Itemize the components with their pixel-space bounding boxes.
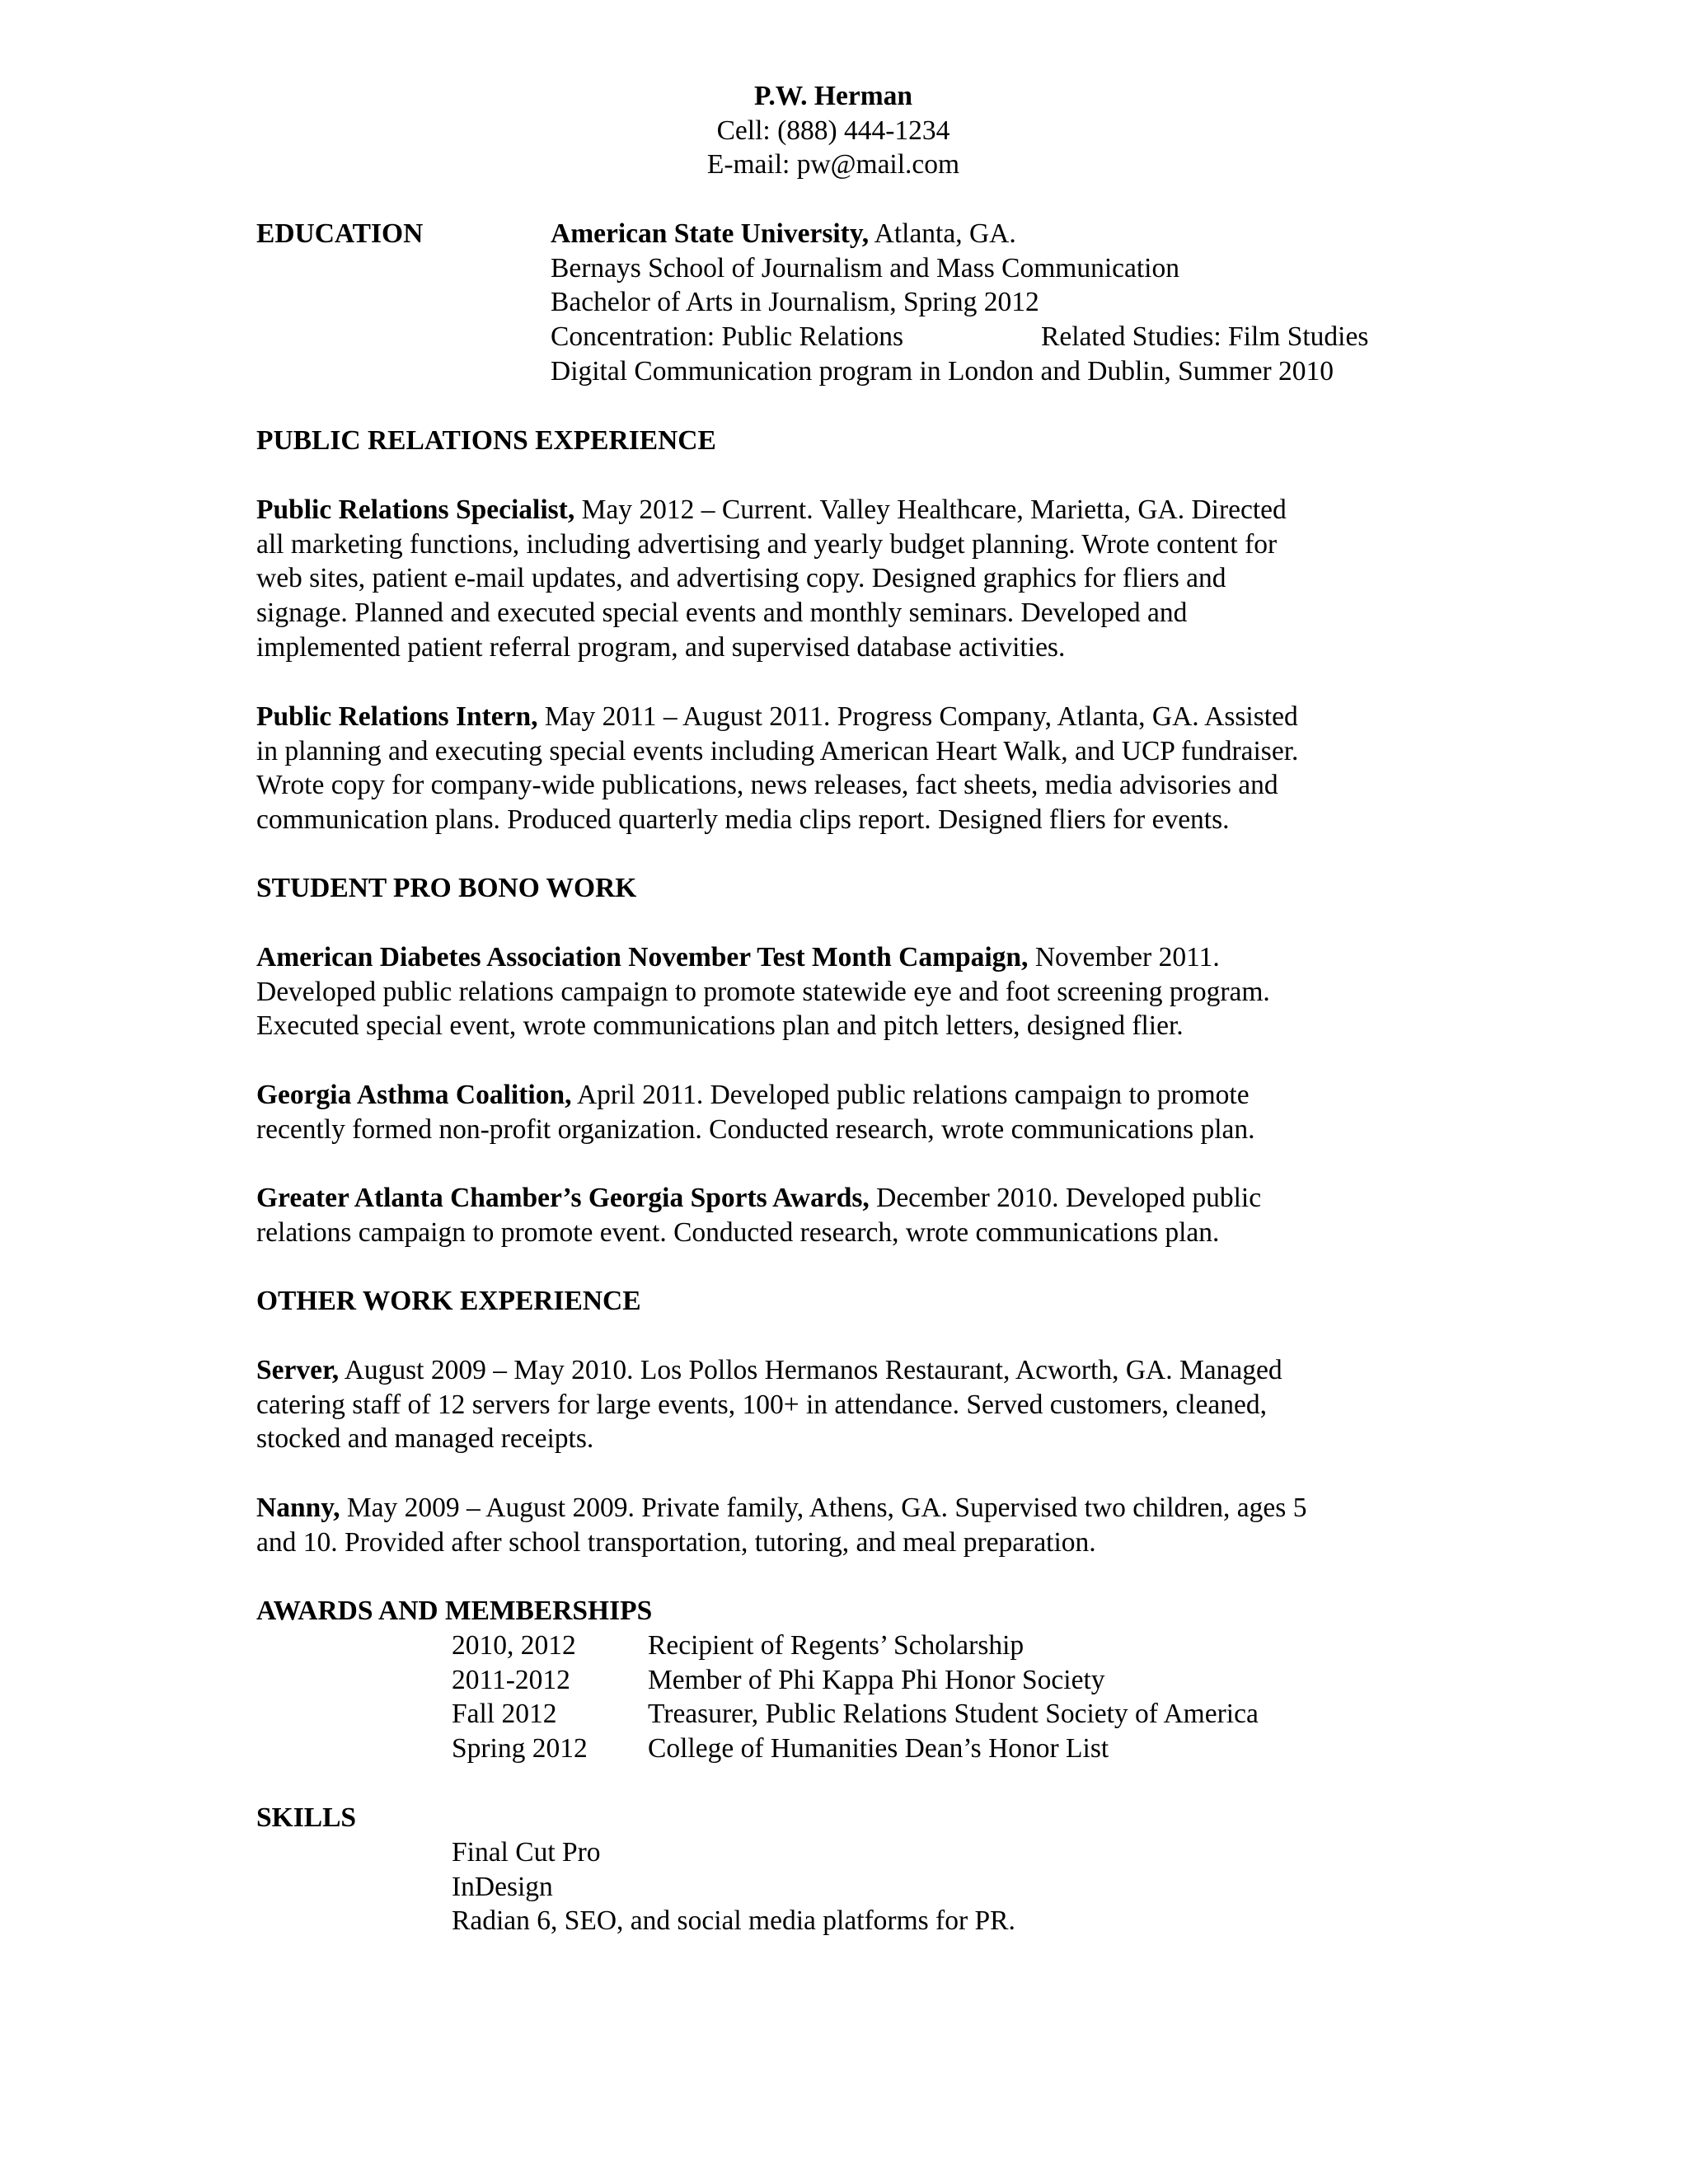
pr-experience-heading: PUBLIC RELATIONS EXPERIENCE bbox=[256, 425, 716, 456]
award-description: Recipient of Regents’ Scholarship bbox=[648, 1630, 1025, 1661]
entry-line: Executed special event, wrote communications plan and pitch letters, designed flier. bbox=[256, 1010, 1184, 1042]
study-abroad-program: Digital Communication program in London and Dublin, Summer 2010 bbox=[551, 355, 1334, 387]
degree: Bachelor of Arts in Journalism, Spring 2012 bbox=[551, 287, 1039, 318]
cell-phone: Cell: (888) 444-1234 bbox=[716, 115, 950, 146]
skill-item: Radian 6, SEO, and social media platforms for PR. bbox=[452, 1905, 1015, 1937]
entry-first-line: Nanny, May 2009 – August 2009. Private family, Athens, GA. Supervised two children, ages 5 bbox=[256, 1493, 1307, 1523]
email-address: E-mail: pw@mail.com bbox=[706, 149, 960, 180]
entry-line: Developed public relations campaign to promote statewide eye and foot screening program. bbox=[256, 976, 1270, 1007]
job-entry bbox=[256, 1353, 1431, 1456]
awards-heading: AWARDS AND MEMBERSHIPS bbox=[256, 1596, 653, 1626]
entry-first-line: Georgia Asthma Coalition, April 2011. Developed public relations campaign to promote bbox=[256, 1080, 1250, 1110]
skill-item: Final Cut Pro bbox=[452, 1837, 601, 1868]
applicant-name: P.W. Herman bbox=[753, 81, 913, 111]
entry-line: catering staff of 12 servers for large events, 100+ in attendance. Served customers, cleaned, bbox=[256, 1389, 1267, 1420]
entry-line: recently formed non-profit organization. Conducted research, wrote communications plan. bbox=[256, 1113, 1255, 1145]
entry-line: web sites, patient e-mail updates, and advertising copy. Designed graphics for fliers and bbox=[256, 563, 1226, 594]
job-entry bbox=[256, 700, 1431, 837]
entry-line: implemented patient referral program, and supervised database activities. bbox=[256, 631, 1066, 663]
entry-line: Wrote copy for company-wide publications, news releases, fact sheets, media advisories and bbox=[256, 770, 1278, 801]
entry-first-line: Public Relations Intern, May 2011 – August 2011. Progress Company, Atlanta, GA. Assisted bbox=[256, 701, 1298, 732]
award-year: Spring 2012 bbox=[452, 1733, 588, 1765]
pro-bono-entry bbox=[256, 940, 1431, 1043]
contact-header bbox=[0, 79, 1667, 182]
award-description: Member of Phi Kappa Phi Honor Society bbox=[648, 1664, 1105, 1695]
entry-line: stocked and managed receipts. bbox=[256, 1423, 594, 1455]
concentration-line bbox=[551, 320, 1457, 354]
concentration: Concentration: Public Relations bbox=[551, 321, 903, 353]
pro-bono-entry bbox=[256, 1181, 1431, 1249]
entry-line: relations campaign to promote event. Conducted research, wrote communications plan. bbox=[256, 1216, 1220, 1248]
job-role: Public Relations Specialist, bbox=[256, 494, 575, 525]
project-name: American Diabetes Association November Test Month Campaign, bbox=[256, 942, 1029, 972]
entry-first-line: Greater Atlanta Chamber’s Georgia Sports Awards, December 2010. Developed public bbox=[256, 1183, 1262, 1213]
entry-line: all marketing functions, including advertising and yearly budget planning. Wrote content for bbox=[256, 528, 1278, 560]
school-location: Atlanta, GA. bbox=[869, 218, 1016, 249]
related-studies: Related Studies: Film Studies bbox=[1041, 321, 1369, 353]
entry-first-line: Server, August 2009 – May 2010. Los Pollos Hermanos Restaurant, Acworth, GA. Managed bbox=[256, 1355, 1282, 1385]
education-heading: EDUCATION bbox=[256, 218, 424, 249]
skills-list bbox=[452, 1835, 1015, 1938]
pro-bono-heading: STUDENT PRO BONO WORK bbox=[256, 873, 637, 903]
education-details bbox=[551, 217, 1457, 388]
job-entry bbox=[256, 1491, 1431, 1559]
award-description: Treasurer, Public Relations Student Society of America bbox=[648, 1699, 1259, 1730]
school-name: American State University, bbox=[551, 218, 870, 249]
job-role: Nanny, bbox=[256, 1493, 340, 1523]
entry-line: communication plans. Produced quarterly media clips report. Designed fliers for events. bbox=[256, 804, 1230, 836]
education-school-line bbox=[551, 217, 1457, 251]
entry-first-line: American Diabetes Association November Test Month Campaign, November 2011. bbox=[256, 942, 1220, 972]
job-entry bbox=[256, 493, 1431, 664]
award-description: College of Humanities Dean’s Honor List bbox=[648, 1733, 1109, 1765]
entry-first-line: Public Relations Specialist, May 2012 – Current. Valley Healthcare, Marietta, GA. Directed bbox=[256, 494, 1287, 525]
college-name: Bernays School of Journalism and Mass Communication bbox=[551, 252, 1179, 284]
pro-bono-entry bbox=[256, 1078, 1431, 1146]
entry-line: signage. Planned and executed special events and monthly seminars. Developed and bbox=[256, 598, 1188, 629]
award-year: Fall 2012 bbox=[452, 1699, 557, 1730]
job-role: Server, bbox=[256, 1355, 340, 1385]
entry-line: in planning and executing special events including American Heart Walk, and UCP fundraiser. bbox=[256, 735, 1299, 766]
job-role: Public Relations Intern, bbox=[256, 701, 538, 732]
entry-line: and 10. Provided after school transportation, tutoring, and meal preparation. bbox=[256, 1526, 1096, 1558]
award-year: 2011-2012 bbox=[452, 1664, 570, 1695]
other-work-heading: OTHER WORK EXPERIENCE bbox=[256, 1286, 641, 1316]
skill-item: InDesign bbox=[452, 1871, 553, 1902]
project-name: Greater Atlanta Chamber’s Georgia Sports Awards, bbox=[256, 1183, 870, 1213]
project-name: Georgia Asthma Coalition, bbox=[256, 1080, 572, 1110]
award-year: 2010, 2012 bbox=[452, 1630, 576, 1661]
skills-heading: SKILLS bbox=[256, 1802, 357, 1833]
